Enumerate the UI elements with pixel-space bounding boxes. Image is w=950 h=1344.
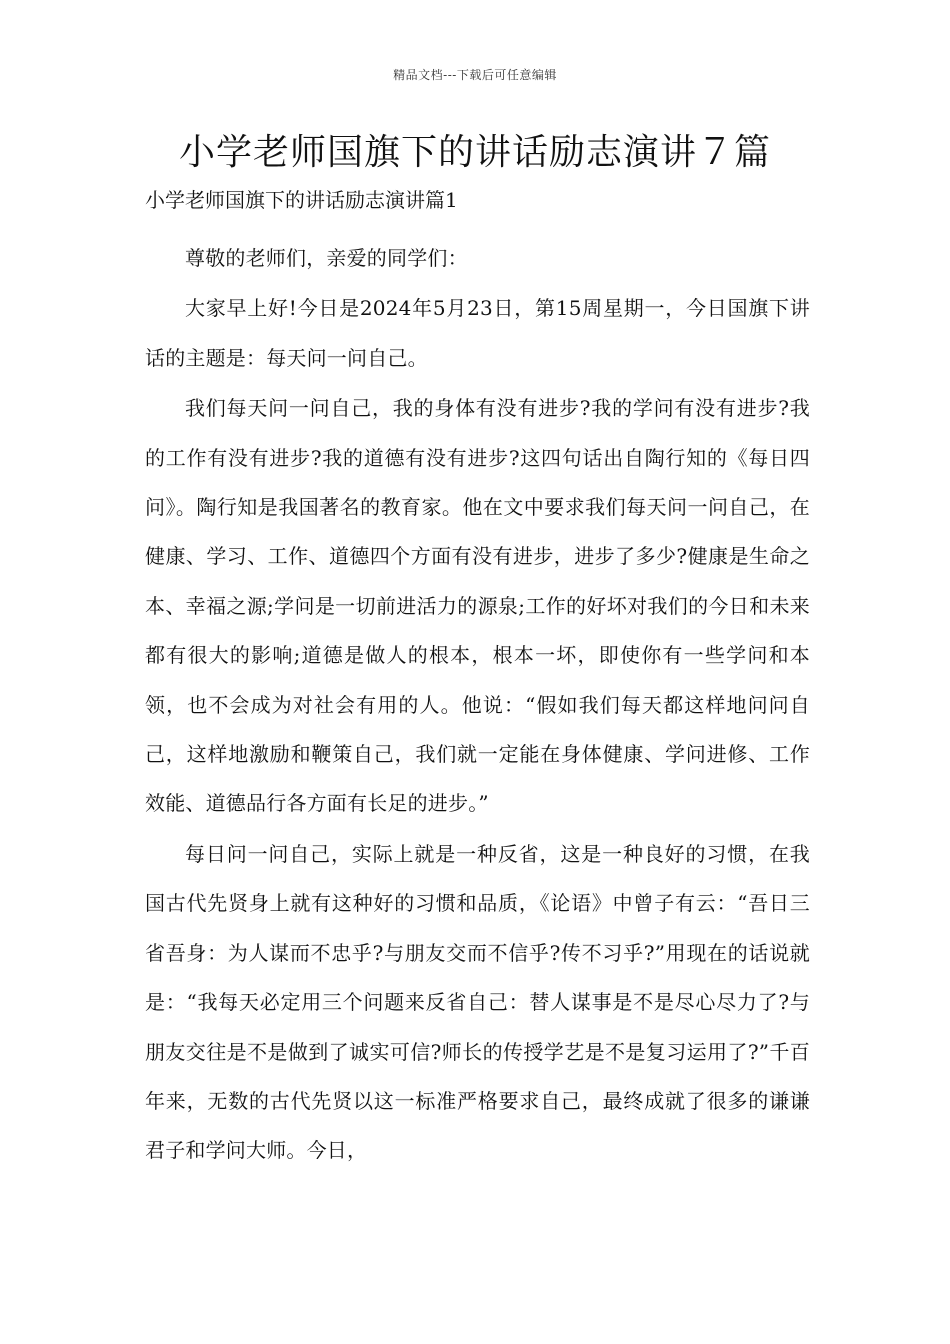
paragraph-intro: 大家早上好!今日是2024年5月23日，第15周星期一，今日国旗下讲话的主题是：每天问一问自己。 — [145, 296, 810, 370]
section-heading: 小学老师国旗下的讲话励志演讲篇1 — [145, 188, 458, 212]
paragraph-four-questions: 我们每天问一问自己，我的身体有没有进步?我的学问有没有进步?我的工作有没有进步?我的道德有没有进步?这四句话出自陶行知的《每日四问》。陶行知是我国著名的教育家。他在文中要求我们每天问一问自己，在健康、学习、工作、道德四个方面有没有进步，进步了多少?健康是生命之本、幸福之源;学问是一切前进活力的源泉;工作的好坏对我们的今日和未来都有很大的影响;道德是做人的根本，根本一坏，即使你有一些学问和本领，也不会成为对社会有用的人。他说：“假如我们每天都这样地问问自己，这样地激励和鞭策自己，我们就一定能在身体健康、学问进修、工作效能、道德品行各方面有长足的进步。” — [145, 396, 810, 816]
document-body — [145, 234, 810, 1177]
paragraph-greeting: 尊敬的老师们，亲爱的同学们： — [185, 246, 468, 270]
paragraph-reflection: 每日问一问自己，实际上就是一种反省，这是一种良好的习惯，在我国古代先贤身上就有这种好的习惯和品质，《论语》中曾子有云：“吾日三省吾身：为人谋而不忠乎?与朋友交而不信乎?传不习乎?”用现在的话说就是：“我每天必定用三个问题来反省自己：替人谋事是不是尽心尽力了?与朋友交往是不是做到了诚实可信?师长的传授学艺是不是复习运用了?”千百年来，无数的古代先贤以这一标准严格要求自己，最终成就了很多的谦谦君子和学问大师。今日， — [145, 841, 810, 1163]
page-header: 精品文档---下载后可任意编辑 — [393, 68, 557, 82]
document-title: 小学老师国旗下的讲话励志演讲７篇 — [178, 132, 771, 173]
